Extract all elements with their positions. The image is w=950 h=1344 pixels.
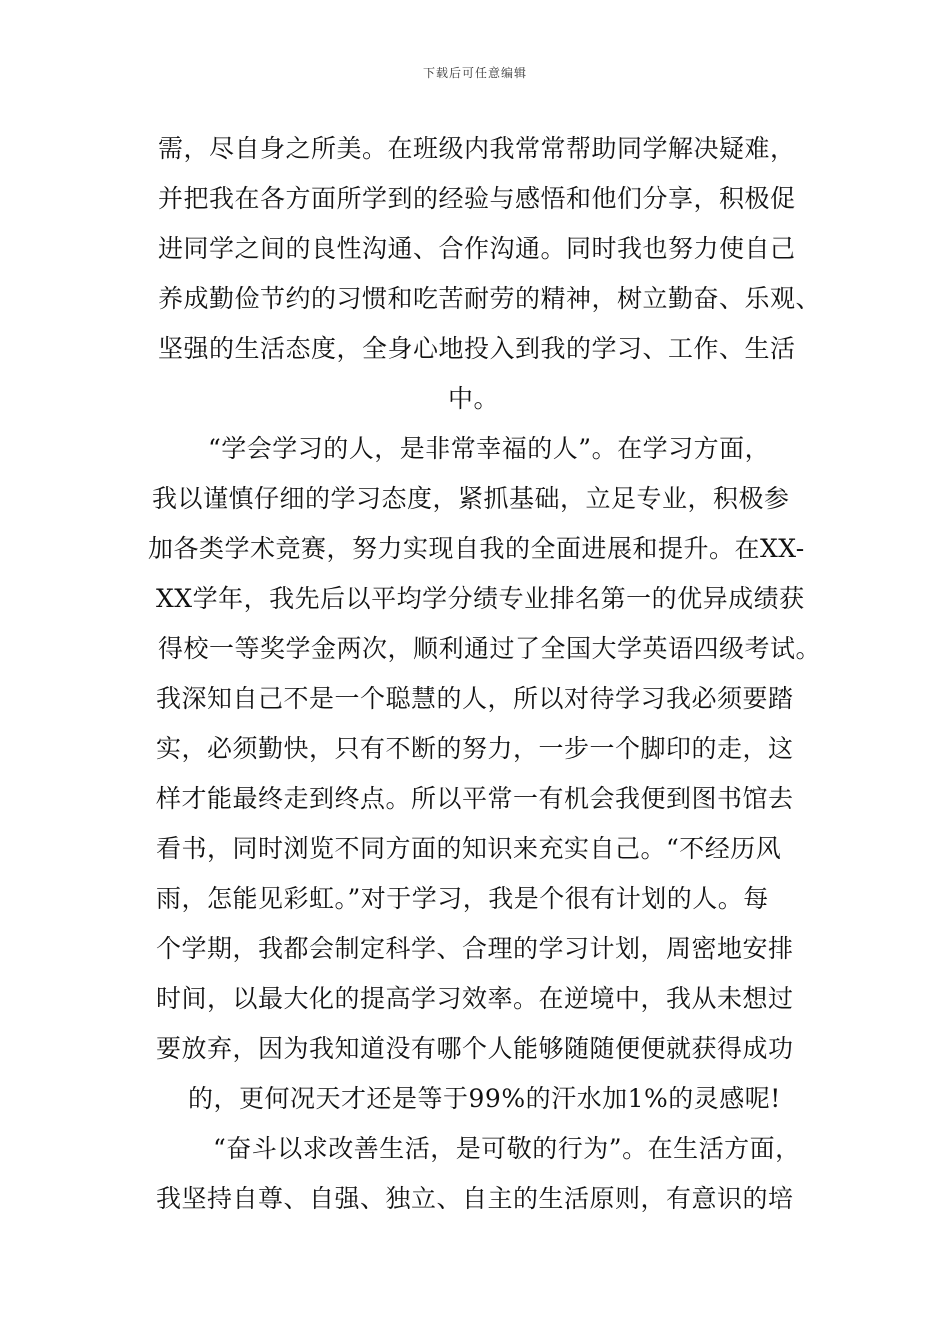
text-line: 坚强的生活态度，全身心地投入到我的学习、工作、生活 [158, 334, 796, 363]
text-line: 我深知自己不是一个聪慧的人，所以对待学习我必须要踏 [156, 684, 794, 713]
text-line: 我以谨慎仔细的学习态度，紧抓基础，立足专业，积极参 [152, 484, 790, 513]
text-line: 样才能最终走到终点。所以平常一有机会我便到图书馆去 [156, 784, 794, 813]
text-line: 中。 [448, 384, 500, 413]
text-line: 加各类学术竞赛，努力实现自我的全面进展和提升。在XX- [148, 534, 805, 563]
text-line: 个学期，我都会制定科学、合理的学习计划，周密地安排 [156, 934, 794, 963]
text-line: 实，必须勤快，只有不断的努力，一步一个脚印的走，这 [156, 734, 794, 763]
text-line: 雨，怎能见彩虹。”对于学习，我是个很有计划的人。每 [156, 884, 769, 913]
text-line: “奋斗以求改善生活，是可敬的行为”。在生活方面， [213, 1134, 801, 1163]
text-line: 养成勤俭节约的习惯和吃苦耐劳的精神，树立勤奋、乐观、 [158, 284, 822, 313]
text-line: 要放弃，因为我知道没有哪个人能够随随便便就获得成功 [156, 1034, 794, 1063]
text-line: 时间，以最大化的提高学习效率。在逆境中，我从未想过 [156, 984, 794, 1013]
text-line: 看书，同时浏览不同方面的知识来充实自己。“不经历风 [156, 834, 782, 863]
text-line: XX学年，我先后以平均学分绩专业排名第一的优异成绩获 [156, 584, 805, 613]
text-line: 需，尽自身之所美。在班级内我常常帮助同学解决疑难， [158, 134, 796, 163]
page-header: 下载后可任意编辑 [422, 66, 527, 80]
text-line: “学会学习的人，是非常幸福的人”。在学习方面， [208, 434, 771, 463]
text-line: 我坚持自尊、自强、独立、自主的生活原则，有意识的培 [156, 1184, 794, 1213]
text-line: 得校一等奖学金两次，顺利通过了全国大学英语四级考试。 [158, 634, 822, 663]
text-line: 并把我在各方面所学到的经验与感悟和他们分享，积极促 [158, 184, 796, 213]
text-line: 的，更何况天才还是等于99%的汗水加1%的灵感呢! [188, 1084, 781, 1113]
text-line: 进同学之间的良性沟通、合作沟通。同时我也努力使自己 [158, 234, 796, 263]
